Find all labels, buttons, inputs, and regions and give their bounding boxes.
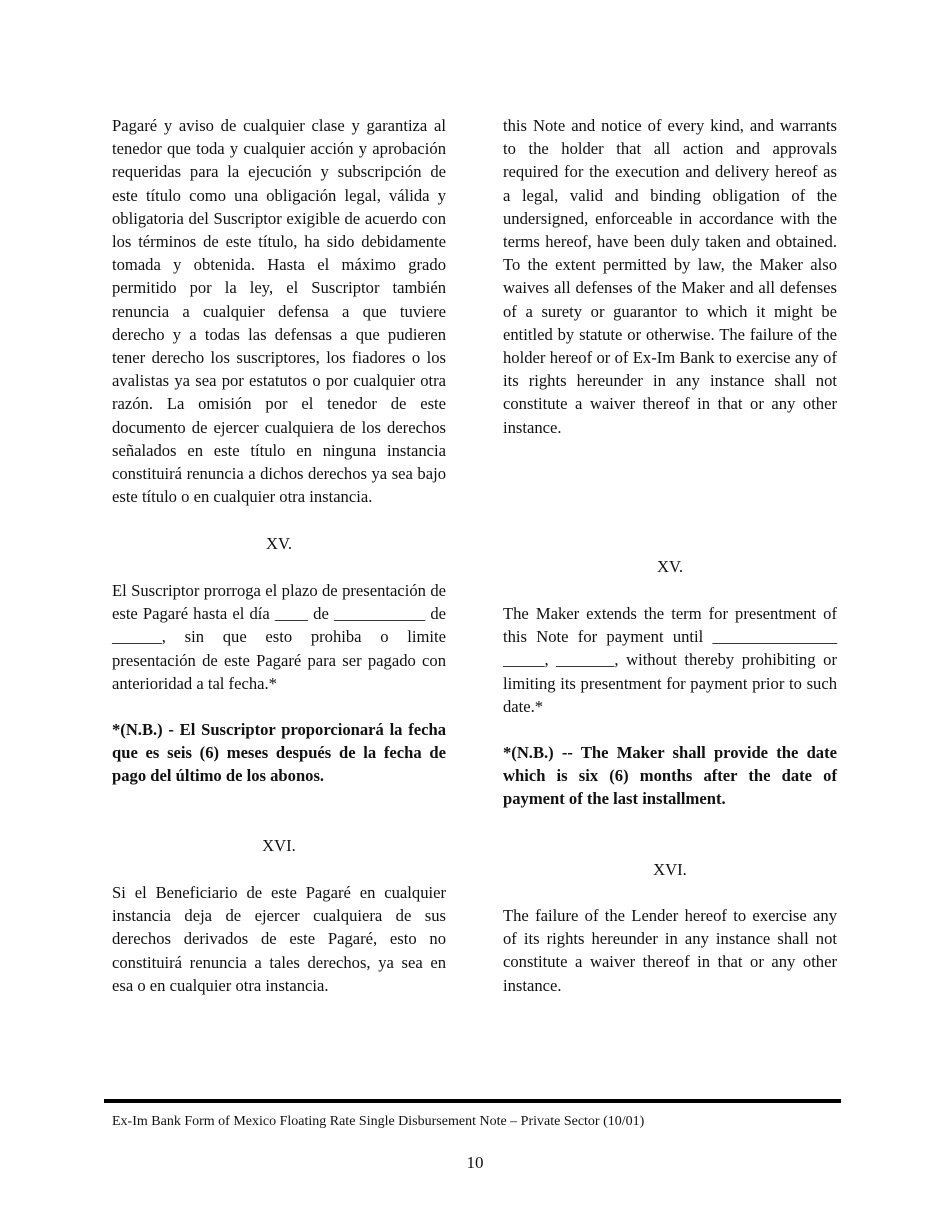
right-section-xv-text: The Maker extends the term for presentment of this Note for payment until _______________ _____, _______, without thereby prohibiting or limiting its presentment for payment prior to such date.* — [503, 604, 837, 716]
right-section-xv — [503, 602, 837, 718]
page-number: 10 — [466, 1153, 484, 1172]
left-section-xv-heading: XV. — [266, 534, 292, 553]
right-section-xvi-text: The failure of the Lender hereof to exercise any of its rights hereunder in any instance shall not constitute a waiver thereof in that or any other instance. — [503, 906, 837, 995]
right-section-xvi-heading: XVI. — [653, 860, 687, 879]
left-section-xvi-text: Si el Beneficiario de este Pagaré en cualquier instancia deja de ejercer cualquiera de sus derechos derivados de este Pagaré, esto no constituirá renuncia a tales derechos, ya sea en esa o en cualquier otra instancia. — [112, 883, 446, 995]
left-section-xvi — [112, 881, 446, 997]
left-continued-paragraph: Pagaré y aviso de cualquier clase y garantiza al tenedor que toda y cualquier acción y aprobación requeridas para la ejecución y subscripción de este título como una obligación legal, válida y obligatoria del Suscriptor exigible de acuerdo con los términos de este título, ha sido debidamente tomada y obtenida. Hasta el máximo grado permitido por la ley, el Suscriptor también renuncia a cualquier defensa a que tuviere derecho y a todas las defensas a que pudieren tener derecho los suscriptores, los fiadores o los avalistas ya sea por estatutos o por cualquier otra razón. La omisión por el tenedor de este documento de ejercer cualquiera de los derechos señalados en este título en ninguna instancia constituirá renuncia a dichos derechos ya sea bajo este título o en cualquier otra instancia. — [112, 116, 446, 507]
right-section-xv-note: *(N.B.) -- The Maker shall provide the date which is six (6) months after the date of payment of the last installment. — [503, 743, 837, 809]
right-column-paragraph — [503, 114, 837, 439]
right-section-xvi — [503, 904, 837, 997]
right-section-xv-note-block — [503, 741, 837, 811]
left-column-paragraph — [112, 114, 446, 508]
footer-form-title: Ex-Im Bank Form of Mexico Floating Rate Single Disbursement Note – Private Sector (10/01) — [112, 1114, 645, 1129]
right-section-xv-heading: XV. — [657, 557, 683, 576]
left-section-xv-text: El Suscriptor prorroga el plazo de presentación de este Pagaré hasta el día ____ de ___________ de ______, sin que esto prohiba o limite presentación de este Pagaré para ser pagado con anterioridad a tal fecha.* — [112, 581, 446, 693]
left-section-xv — [112, 579, 446, 695]
left-section-xvi-heading: XVI. — [262, 836, 296, 855]
footer-rule — [104, 1099, 841, 1103]
left-section-xv-note-block — [112, 718, 446, 788]
right-continued-paragraph: this Note and notice of every kind, and warrants to the holder that all action and approvals required for the execution and delivery hereof as a legal, valid and binding obligation of the undersigned, enforceable in accordance with the terms hereof, have been duly taken and obtained. To the extent permitted by law, the Maker also waives all defenses of the Maker and all defenses of a surety or guarantor to which it might be entitled by statute or otherwise. The failure of the holder hereof or of Ex-Im Bank to exercise any of its rights hereunder in any instance shall not constitute a waiver thereof in that or any other instance. — [503, 116, 837, 437]
left-section-xv-note: *(N.B.) - El Suscriptor proporcionará la fecha que es seis (6) meses después de la fecha de pago del último de los abonos. — [112, 720, 446, 786]
